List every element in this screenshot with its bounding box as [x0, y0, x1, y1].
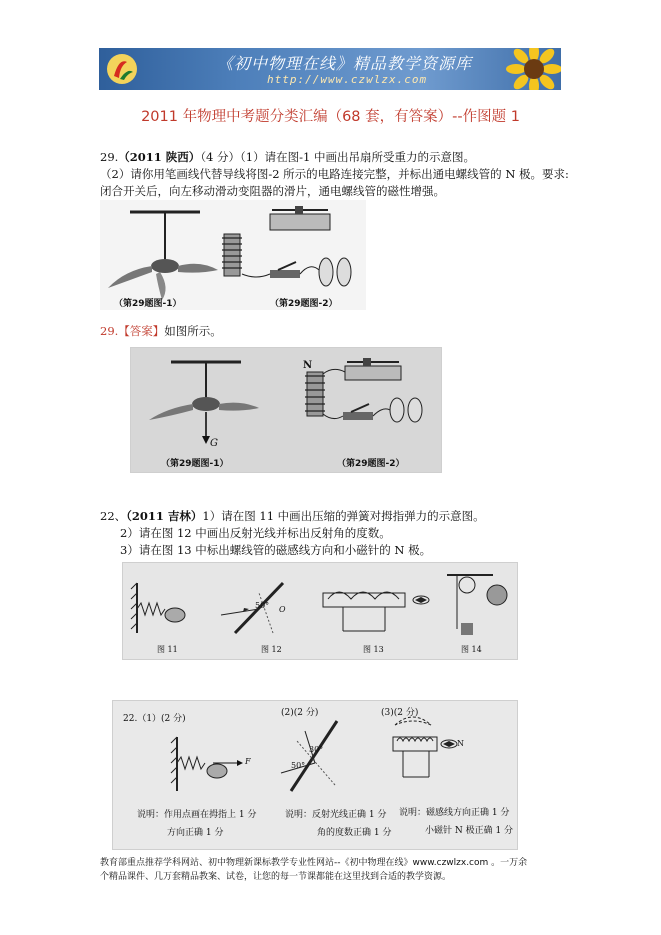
- question-22-line2: 2）请在图 12 中画出反射光线并标出反射角的度数。: [120, 526, 391, 540]
- ceiling-fan-and-circuit-diagram: [100, 200, 366, 310]
- header-banner: [99, 48, 561, 90]
- scoring-note: 说明：反射光线正确 1 分: [285, 810, 387, 820]
- answer-label: 29.【答案】: [100, 324, 165, 338]
- gravity-label: G: [210, 438, 218, 449]
- force-label: F: [245, 757, 251, 766]
- scoring-note: 角的度数正确 1 分: [317, 828, 392, 838]
- question-source: （2011 吉林）: [126, 509, 203, 523]
- question-22-line3: 3）请在图 13 中标出螺线管的磁感线方向和小磁针的 N 极。: [120, 543, 432, 557]
- scoring-note: 方向正确 1 分: [167, 828, 224, 838]
- figure-label: 图 12: [261, 645, 282, 654]
- angle-label: 30°: [309, 745, 324, 754]
- question-text: （4 分）（1）请在图-1 中画出吊扇所受重力的示意图。: [200, 150, 475, 164]
- scoring-note: 说明：作用点画在拇指上 1 分: [137, 810, 257, 820]
- sunflower-icon: [499, 48, 561, 90]
- figure-caption: （第29题图-1）: [114, 299, 182, 309]
- question-number: 29.: [100, 150, 119, 164]
- point-label: O: [279, 605, 286, 614]
- banner-title: 《初中物理在线》精品教学资源库: [217, 54, 473, 73]
- scoring-note: 说明：磁感线方向正确 1 分: [399, 808, 510, 818]
- answer-text: 如图所示。: [164, 324, 222, 338]
- question-22-line1: [100, 509, 485, 524]
- footer-line: 教育部重点推荐学科网站、初中物理新课标教学专业性网站--《初中物理在线》www.czwlzx.com 。一万余: [100, 858, 528, 868]
- question-text: 1）请在图 11 中画出压缩的弹簧对拇指弹力的示意图。: [202, 509, 485, 523]
- north-pole-label: N: [457, 739, 464, 748]
- question-29-line2: （2）请你用笔画线代替导线将图-2 所示的电路连接完整，并标出通电螺线管的 N 极。要求:: [100, 167, 569, 181]
- question-29-line1: [100, 150, 475, 165]
- question-number: 22、: [100, 509, 127, 523]
- figure-caption: （第29题图-2）: [337, 459, 405, 469]
- answer-header: 22.（1）(2 分): [123, 714, 186, 724]
- answer-part-label: (2)(2 分): [281, 708, 319, 718]
- figure-label: 图 14: [461, 645, 482, 654]
- scoring-note: 小磁针 N 极正确 1 分: [425, 826, 514, 836]
- answer-fan-and-circuit-diagram: [131, 348, 441, 472]
- question-29-line3: 闭合开关后，向左移动滑动变阻器的滑片，通电螺线管的磁性增强。: [100, 184, 445, 198]
- spring-reflection-solenoid-diagram: [123, 563, 517, 659]
- answer-part-label: (3)(2 分): [381, 708, 419, 718]
- footer-line: 个精品课件、几万套精品教案、试卷，让您的每一节课都能在这里找到合适的教学资源。: [100, 872, 452, 882]
- figure-caption: （第29题图-2）: [270, 299, 338, 309]
- document-title: 2011 年物理中考题分类汇编（68 套，有答案）--作图题 1: [141, 109, 520, 125]
- figure-label: 图 13: [363, 645, 384, 654]
- question-29-figure: [100, 200, 366, 310]
- site-logo-icon: [105, 52, 139, 86]
- figure-caption: （第29题图-1）: [161, 459, 229, 469]
- question-22-figure: [122, 562, 518, 660]
- figure-label: 图 11: [157, 645, 178, 654]
- angle-label: 50°: [291, 761, 306, 770]
- north-pole-label: N: [303, 360, 313, 371]
- answer-22-figure: [112, 700, 518, 850]
- banner-url[interactable]: http://www.czwlzx.com: [267, 73, 428, 86]
- angle-label: 50°: [255, 601, 270, 610]
- answer-29-figure: [130, 347, 442, 473]
- question-source: （2011 陕西）: [118, 150, 201, 164]
- answer-29-line: [100, 324, 222, 339]
